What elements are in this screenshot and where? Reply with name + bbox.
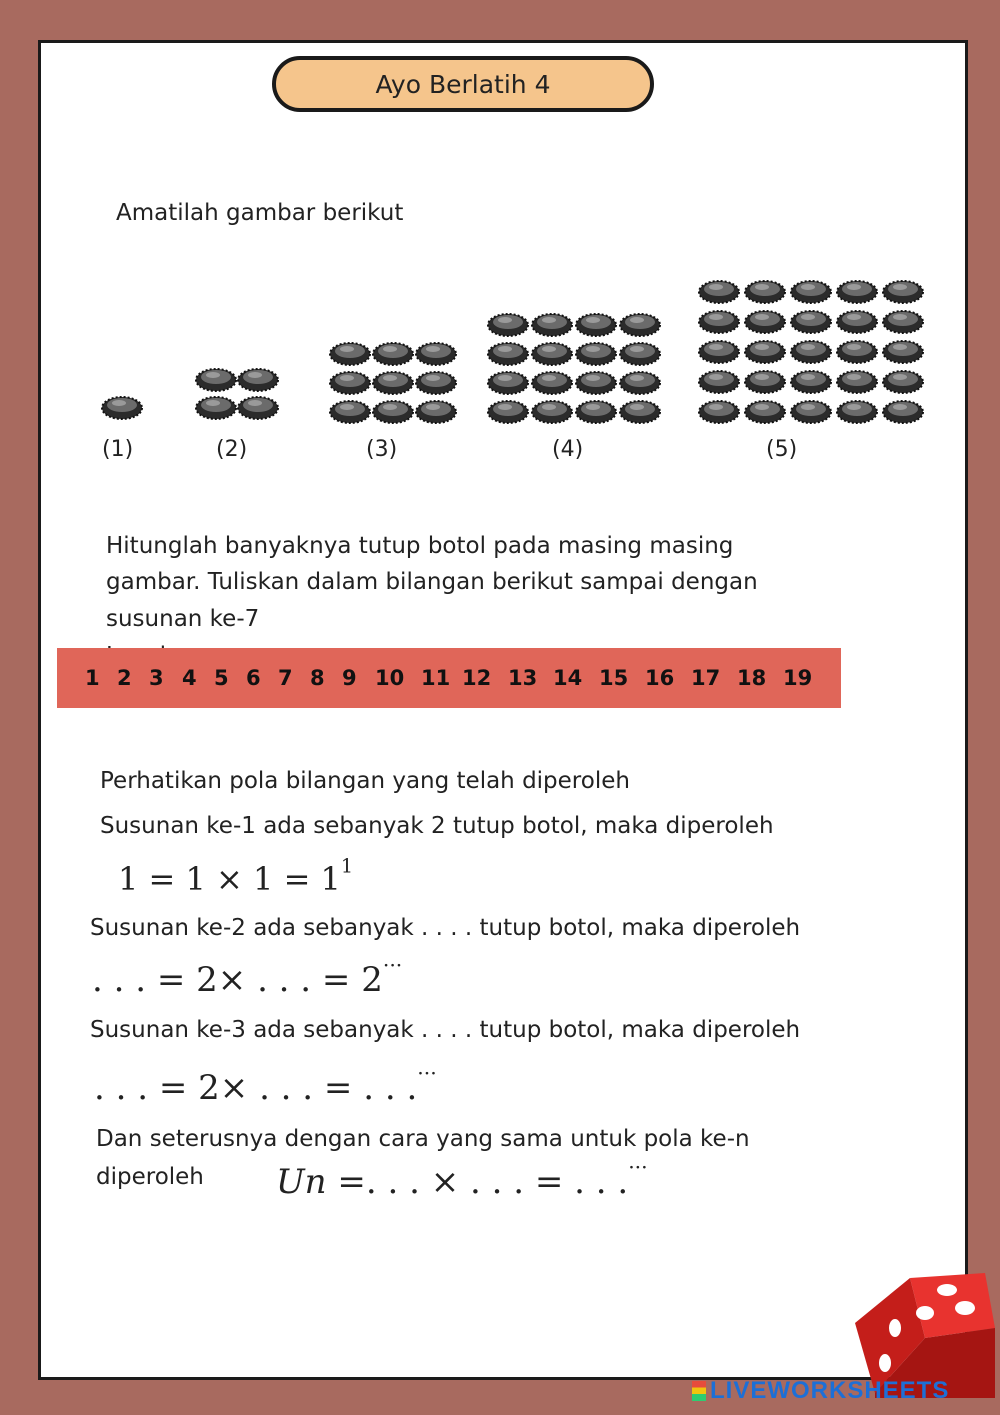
bottle-cap-icon: [488, 314, 528, 336]
bottle-cap-icon: [576, 314, 616, 336]
bottle-cap-icon: [745, 401, 785, 423]
number-item[interactable]: 19: [783, 666, 813, 690]
bottle-cap-icon: [883, 341, 923, 363]
brand-logo: [692, 1377, 949, 1405]
number-item[interactable]: 2: [117, 666, 132, 690]
bottle-cap-icon: [699, 281, 739, 303]
bottle-cap-icon: [699, 311, 739, 333]
bottle-cap-icon: [620, 401, 660, 423]
step-1-formula-body: 1 = 1 × 1 = 1: [118, 860, 341, 898]
figure-label-1: (1): [102, 437, 134, 462]
number-item[interactable]: 7: [278, 666, 293, 690]
bottle-cap-icon: [883, 371, 923, 393]
title-text: Ayo Berlatih 4: [375, 69, 551, 99]
bottle-cap-icon: [699, 401, 739, 423]
bottle-cap-icon: [488, 343, 528, 365]
bottle-cap-icon: [745, 281, 785, 303]
bottle-cap-figure-3: [328, 338, 458, 424]
bottle-cap-icon: [488, 401, 528, 423]
pattern-intro: Perhatikan pola bilangan yang telah diperoleh: [100, 768, 630, 794]
bottle-cap-icon: [102, 397, 142, 419]
number-item[interactable]: 16: [645, 666, 675, 690]
bottle-cap-icon: [699, 371, 739, 393]
bottle-cap-icon: [416, 401, 456, 423]
step-3-formula-body: . . . = 2× . . . = . . .: [94, 1068, 418, 1108]
bottle-cap-icon: [699, 341, 739, 363]
bottle-cap-icon: [837, 401, 877, 423]
number-item[interactable]: 5: [214, 666, 229, 690]
step-1-exponent: 1: [340, 854, 354, 878]
bottle-cap-icon: [488, 372, 528, 394]
bottle-cap-icon: [745, 311, 785, 333]
bottle-cap-icon: [416, 372, 456, 394]
bottle-cap-icon: [791, 341, 831, 363]
bottle-cap-icon: [196, 397, 236, 419]
bottle-cap-icon: [791, 401, 831, 423]
number-item[interactable]: 4: [182, 666, 197, 690]
bottle-cap-icon: [196, 369, 236, 391]
bottle-cap-icon: [620, 343, 660, 365]
step-2-formula-body: . . . = 2× . . . = 2: [92, 960, 383, 1000]
number-item[interactable]: 12: [462, 666, 492, 690]
number-item[interactable]: 18: [737, 666, 767, 690]
title-banner: [272, 56, 654, 112]
step-2-text: Susunan ke-2 ada sebanyak . . . . tutup botol, maka diperoleh: [90, 915, 801, 941]
bottle-cap-figure-4: [486, 309, 662, 424]
bottle-cap-icon: [532, 314, 572, 336]
general-variable: Un: [276, 1162, 327, 1202]
bottle-cap-icon: [883, 311, 923, 333]
number-item[interactable]: 6: [246, 666, 261, 690]
number-bar: [57, 648, 841, 708]
number-item[interactable]: 8: [310, 666, 325, 690]
figure-label-5: (5): [766, 437, 798, 462]
number-item[interactable]: 3: [149, 666, 164, 690]
number-item[interactable]: 15: [599, 666, 629, 690]
bottle-cap-icon: [791, 371, 831, 393]
bottle-cap-icon: [883, 401, 923, 423]
figure-label-2: (2): [216, 437, 248, 462]
bottle-cap-figure-2: [194, 364, 280, 420]
step-3-text: Susunan ke-3 ada sebanyak . . . . tutup botol, maka diperoleh: [90, 1017, 801, 1043]
bottle-cap-icon: [791, 311, 831, 333]
question-line-2: gambar. Tuliskan dalam bilangan berikut sampai dengan: [106, 569, 758, 595]
intro-text: Amatilah gambar berikut: [116, 200, 404, 226]
bottle-cap-icon: [373, 343, 413, 365]
figure-label-3: (3): [366, 437, 398, 462]
bottle-cap-icon: [373, 401, 413, 423]
number-item[interactable]: 17: [691, 666, 721, 690]
bottle-cap-icon: [745, 341, 785, 363]
bottle-cap-icon: [576, 372, 616, 394]
bottle-cap-icon: [532, 401, 572, 423]
bottle-cap-figure-5: [697, 276, 925, 424]
number-item[interactable]: 14: [553, 666, 583, 690]
general-formula[interactable]: [276, 1155, 648, 1202]
bottle-cap-icon: [532, 372, 572, 394]
bottle-cap-icon: [576, 343, 616, 365]
step-2-formula[interactable]: [92, 953, 403, 1000]
number-item[interactable]: 13: [508, 666, 538, 690]
number-item[interactable]: 11: [421, 666, 451, 690]
general-line-1: Dan seterusnya dengan cara yang sama untuk pola ke-n: [96, 1126, 750, 1152]
step-3-exponent: ···: [417, 1061, 437, 1086]
bottle-cap-icon: [837, 311, 877, 333]
bottle-cap-icon: [837, 371, 877, 393]
bottle-cap-icon: [532, 343, 572, 365]
brand-text: LIVEWORKSHEETS: [710, 1377, 950, 1404]
bottle-cap-icon: [837, 281, 877, 303]
general-formula-body: =. . . × . . . = . . .: [326, 1162, 629, 1202]
number-item[interactable]: 10: [375, 666, 405, 690]
step-3-formula[interactable]: [94, 1061, 437, 1108]
bottle-cap-figure-1: [100, 392, 144, 420]
bottle-cap-icon: [238, 369, 278, 391]
figure-label-4: (4): [552, 437, 584, 462]
bottle-cap-icon: [837, 341, 877, 363]
bottle-cap-icon: [620, 372, 660, 394]
bottle-cap-icon: [791, 281, 831, 303]
bottle-cap-icon: [620, 314, 660, 336]
general-exponent: ···: [628, 1155, 648, 1180]
general-line-2: diperoleh: [96, 1164, 204, 1190]
bottle-cap-icon: [330, 343, 370, 365]
bottle-cap-icon: [883, 281, 923, 303]
bottle-cap-icon: [416, 343, 456, 365]
bottle-cap-icon: [330, 401, 370, 423]
liveworksheets-icon: [692, 1381, 706, 1401]
bottle-cap-icon: [576, 401, 616, 423]
question-line-1: Hitunglah banyaknya tutup botol pada masing masing: [106, 533, 734, 559]
bottle-cap-icon: [330, 372, 370, 394]
number-item[interactable]: 1: [85, 666, 100, 690]
number-item[interactable]: 9: [342, 666, 357, 690]
question-line-3: susunan ke-7: [106, 606, 260, 632]
bottle-cap-icon: [373, 372, 413, 394]
bottle-cap-icon: [238, 397, 278, 419]
step-2-exponent: ···: [382, 953, 403, 978]
bottle-cap-icon: [745, 371, 785, 393]
step-1-text: Susunan ke-1 ada sebanyak 2 tutup botol, maka diperoleh: [100, 813, 774, 839]
step-1-formula: [118, 854, 354, 898]
